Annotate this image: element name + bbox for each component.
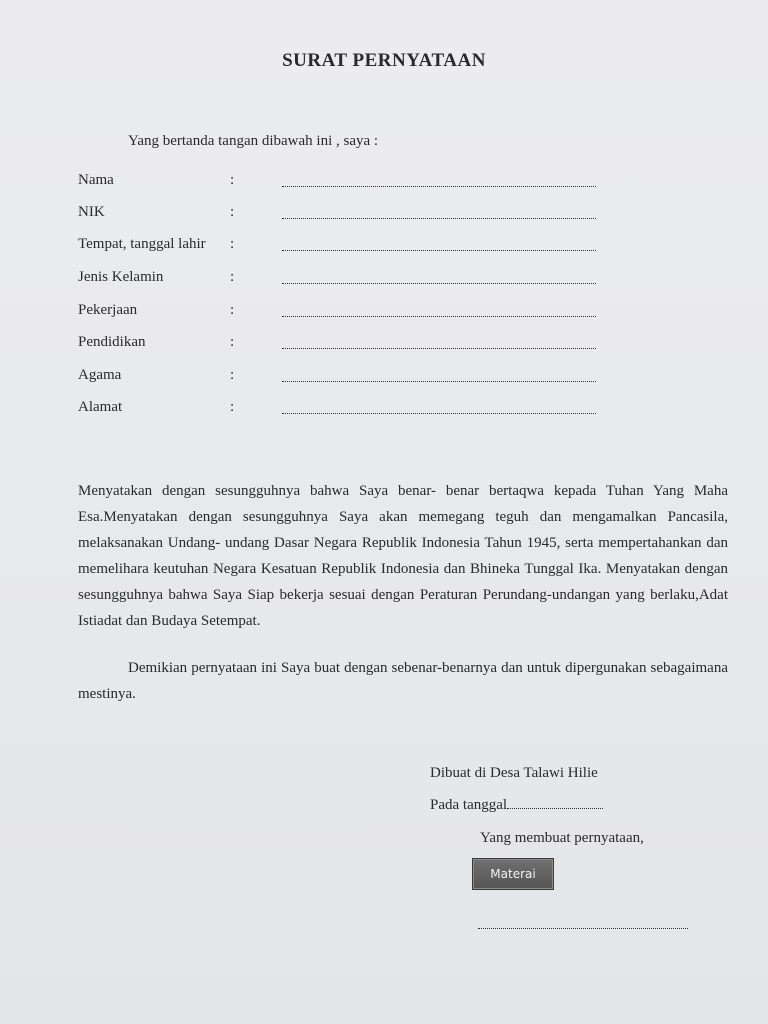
field-colon: : — [230, 302, 235, 318]
field-blank-line — [282, 236, 596, 251]
field-blank-line — [282, 172, 596, 187]
date-label: Pada tanggal — [430, 797, 508, 813]
field-colon: : — [230, 204, 235, 220]
statement-text: Menyatakan dengan sesungguhnya bahwa Saya benar- benar bertaqwa kepada Tuhan Yang Maha Esa.Menyatakan dengan sesungguhnya Saya akan memegang teguh dan mengamalkan Pancasila, melaksanakan Undang- undang Dasar Negara Republik Indonesia Tahun 1945, serta mempertahankan dan memelihara keutuhan Negara Kesatuan Republik Indonesia dan Bhineka Tunggal Ika. Menyatakan dengan sesungguhnya bahwa Saya Siap bekerja sesuai dengan Peraturan Perundang-undangan yang berlaku,Adat Istiadat dan Budaya Setempat. — [78, 483, 728, 629]
field-label: Nama — [78, 172, 114, 188]
field-colon: : — [230, 269, 235, 285]
place-text: Dibuat di Desa Talawi Hilie — [430, 765, 598, 781]
field-label: Tempat, tanggal lahir — [78, 236, 206, 252]
field-label: Jenis Kelamin — [78, 269, 164, 285]
field-pekerjaan — [78, 302, 598, 322]
statement-paragraph — [78, 478, 728, 634]
field-colon: : — [230, 367, 235, 383]
field-label: Agama — [78, 367, 122, 383]
signature-line — [478, 928, 688, 929]
field-label: Pekerjaan — [78, 302, 138, 318]
field-nama — [78, 172, 598, 192]
closing-text: Demikian pernyataan ini Saya buat dengan sebenar-benarnya dan untuk dipergunakan sebagaimana mestinya. — [78, 660, 728, 702]
date-blank-line — [507, 796, 603, 809]
document-title: SURAT PERNYATAAN — [282, 50, 486, 71]
field-jenis-kelamin — [78, 269, 598, 289]
intro-text: Yang bertanda tangan dibawah ini , saya : — [128, 133, 379, 149]
materai-stamp: Materai — [472, 858, 554, 890]
field-label: NIK — [78, 204, 105, 220]
field-label: Alamat — [78, 399, 123, 415]
field-colon: : — [230, 399, 235, 415]
date-line — [430, 796, 603, 814]
field-label: Pendidikan — [78, 334, 146, 350]
field-nik — [78, 204, 598, 224]
field-blank-line — [282, 399, 596, 414]
field-colon: : — [230, 334, 235, 350]
signer-caption: Yang membuat pernyataan, — [480, 830, 644, 846]
field-colon: : — [230, 172, 235, 188]
field-blank-line — [282, 334, 596, 349]
field-blank-line — [282, 367, 596, 382]
field-agama — [78, 367, 598, 387]
field-blank-line — [282, 302, 596, 317]
closing-paragraph — [78, 655, 728, 707]
field-blank-line — [282, 204, 596, 219]
field-colon: : — [230, 236, 235, 252]
field-pendidikan — [78, 334, 598, 354]
field-tempat-tanggal-lahir — [78, 236, 598, 256]
field-blank-line — [282, 269, 596, 284]
field-alamat — [78, 399, 598, 419]
